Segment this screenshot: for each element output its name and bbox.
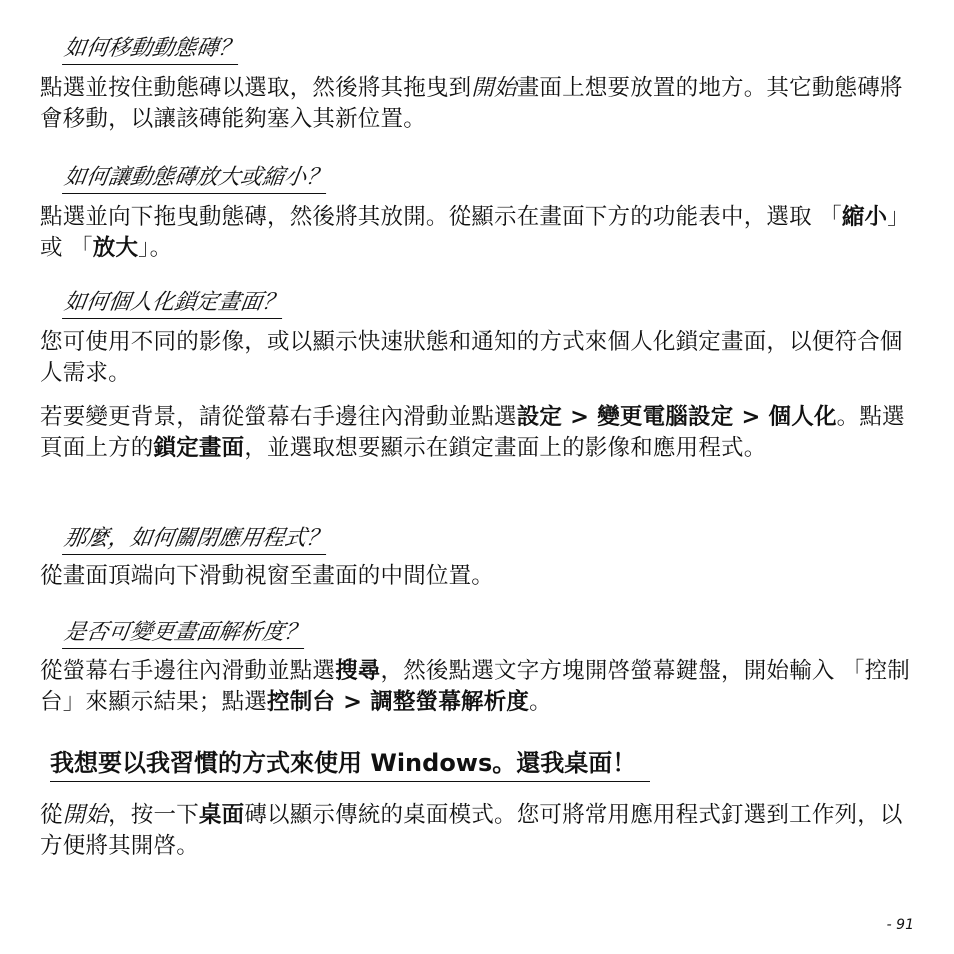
- question-close-app: 那麼，如何關閉應用程式？: [62, 526, 330, 555]
- answer-text: 從螢幕右手邊往內滑動並點選: [40, 658, 336, 684]
- answer-text: 」或 「: [40, 204, 910, 261]
- question-resolution: 是否可變更畫面解析度？: [62, 620, 308, 649]
- answer-text: ，然後點選文字方塊開啓螢幕鍵盤，開始輸入 「控制台」來顯示結果；點選: [40, 658, 910, 715]
- answer-text: 」。: [138, 235, 173, 261]
- section-heading: 我想要以我習慣的方式來使用 Windows。還我桌面！: [50, 747, 650, 782]
- answer-text: 畫面上想要放置的地方。其它動態磚將會移動，以讓該磚能夠塞入其新位置。: [40, 75, 903, 132]
- answer-text: 從: [40, 802, 63, 828]
- answer-text: ，按一下: [108, 802, 199, 828]
- answer-resolution: [40, 656, 918, 718]
- settings-path: 設定 > 變更電腦設定 > 個人化: [516, 404, 837, 430]
- question-resize-tile: 如何讓動態磚放大或縮小？: [62, 165, 330, 194]
- desktop-paragraph: [40, 800, 918, 862]
- lock-screen-label: 鎖定畫面: [153, 435, 245, 461]
- desktop-label: 桌面: [198, 802, 245, 828]
- answer-text: 。: [529, 689, 552, 715]
- answer-text: 從畫面頂端向下滑動視窗至畫面的中間位置。: [40, 563, 495, 589]
- answer-text: ，並選取想要顯示在鎖定畫面上的影像和應用程式。: [244, 435, 767, 461]
- enlarge-label: 放大: [92, 235, 139, 261]
- answer-text: 若要變更背景，請從螢幕右手邊往內滑動並點選: [40, 404, 517, 430]
- question-move-tile: 如何移動動態磚？: [62, 36, 242, 65]
- shrink-label: 縮小: [841, 204, 888, 230]
- start-emphasis: 開始: [471, 75, 517, 101]
- answer-text: 您可使用不同的影像，或以顯示快速狀態和通知的方式來個人化鎖定畫面，以便符合個人需求。: [40, 329, 903, 386]
- answer-text: 。點選頁面上方的: [40, 404, 905, 461]
- answer-resize-tile: [40, 202, 918, 264]
- page-number: - 91: [886, 917, 914, 933]
- control-panel-path: 控制台 > 調整螢幕解析度: [267, 689, 530, 715]
- search-label: 搜尋: [335, 658, 381, 684]
- answer-lock-screen-2: [40, 402, 918, 464]
- answer-text: 點選並按住動態磚以選取，然後將其拖曳到: [40, 75, 472, 101]
- answer-close-app: [40, 561, 918, 592]
- answer-lock-screen-1: [40, 327, 918, 389]
- answer-text: 磚以顯示傳統的桌面模式。您可將常用應用程式釘選到工作列，以方便將其開啓。: [40, 802, 903, 859]
- question-lock-screen: 如何個人化鎖定畫面？: [62, 290, 286, 319]
- answer-text: 點選並向下拖曳動態磚，然後將其放開。從顯示在畫面下方的功能表中，選取 「: [40, 204, 842, 230]
- start-emphasis: 開始: [62, 802, 109, 828]
- answer-move-tile: [40, 73, 918, 135]
